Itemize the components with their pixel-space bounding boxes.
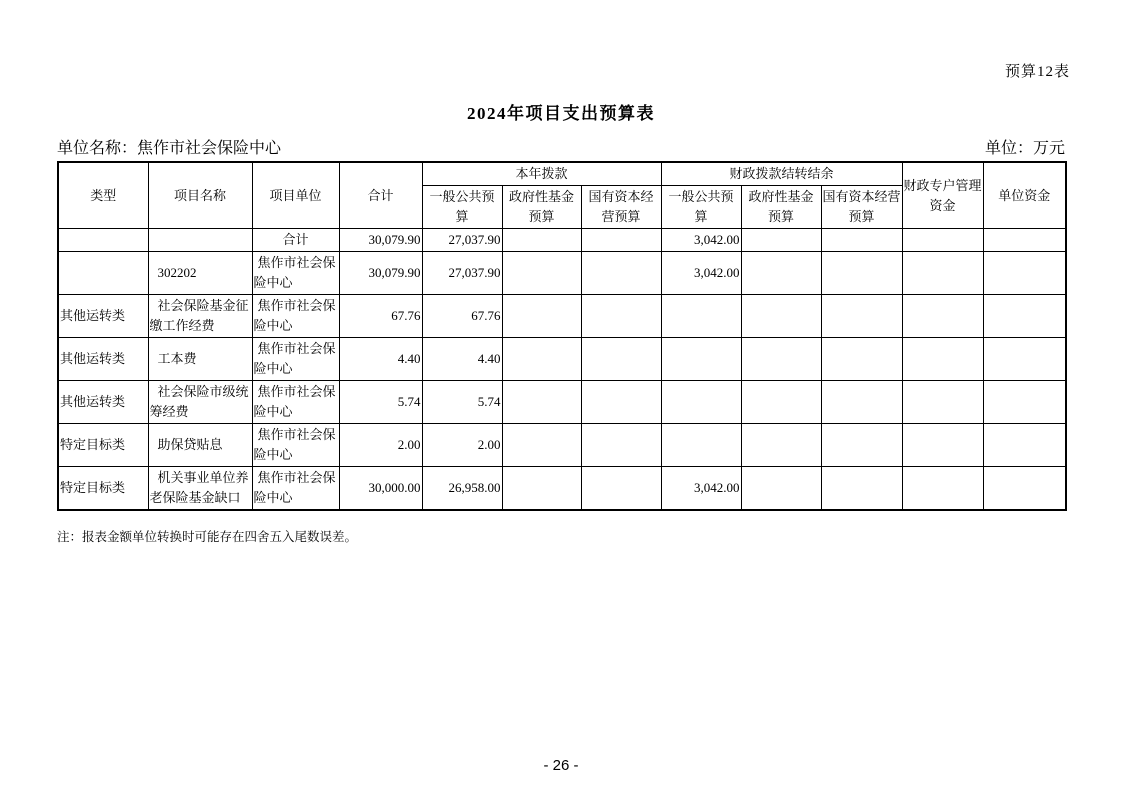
- cell-amount: [821, 424, 902, 467]
- col-header-project-unit: 项目单位: [252, 162, 339, 229]
- col-header-cy-state-capital-budget: 国有资本经营预算: [581, 186, 661, 229]
- cell-project-unit: 焦作市社会保险中心: [252, 381, 339, 424]
- cell-amount: 5.74: [339, 381, 422, 424]
- cell-type: 特定目标类: [58, 424, 148, 467]
- col-header-total: 合计: [339, 162, 422, 229]
- meta-row: [57, 135, 1065, 158]
- cell-amount: [581, 381, 661, 424]
- cell-type: 其他运转类: [58, 381, 148, 424]
- cell-amount: [983, 229, 1066, 252]
- cell-amount: [902, 295, 983, 338]
- table-row: [58, 252, 1066, 295]
- cell-project-name: 302202: [148, 252, 252, 295]
- cell-amount: [502, 381, 581, 424]
- cell-amount: [581, 252, 661, 295]
- cell-amount: [902, 252, 983, 295]
- cell-amount: [741, 229, 821, 252]
- footnote: 注：报表金额单位转换时可能存在四舍五入尾数误差。: [57, 530, 358, 544]
- cell-amount: 67.76: [422, 295, 502, 338]
- cell-amount: 26,958.00: [422, 467, 502, 511]
- cell-amount: [741, 424, 821, 467]
- cell-amount: [983, 252, 1066, 295]
- cell-amount: 4.40: [339, 338, 422, 381]
- cell-amount: [902, 381, 983, 424]
- col-header-project-name: 项目名称: [148, 162, 252, 229]
- cell-amount: [581, 338, 661, 381]
- cell-amount: [821, 229, 902, 252]
- col-header-special-account: 财政专户管理资金: [902, 162, 983, 229]
- cell-amount: [821, 338, 902, 381]
- cell-project-unit: 焦作市社会保险中心: [252, 252, 339, 295]
- corner-table-label: 预算12表: [1004, 64, 1070, 80]
- table-row: [58, 424, 1066, 467]
- col-header-co-gov-fund-budget: 政府性基金预算: [741, 186, 821, 229]
- cell-amount: [821, 252, 902, 295]
- cell-amount: [741, 467, 821, 511]
- cell-project-name: 助保贷贴息: [148, 424, 252, 467]
- page-number: - 26 -: [543, 757, 579, 774]
- cell-amount: [821, 381, 902, 424]
- cell-amount: [741, 338, 821, 381]
- col-group-current-year: 本年拨款: [422, 162, 661, 186]
- cell-amount: 2.00: [339, 424, 422, 467]
- cell-amount: [983, 467, 1066, 511]
- table-row: [58, 381, 1066, 424]
- page-title: 2024年项目支出预算表: [467, 104, 655, 123]
- col-header-unit-funds: 单位资金: [983, 162, 1066, 229]
- cell-amount: [581, 295, 661, 338]
- cell-amount: [502, 338, 581, 381]
- cell-amount: [502, 424, 581, 467]
- table-row: [58, 467, 1066, 511]
- cell-amount: [741, 295, 821, 338]
- unit-name-label: 单位名称：焦作市社会保险中心: [57, 140, 282, 157]
- cell-type: 其他运转类: [58, 295, 148, 338]
- cell-amount: [902, 229, 983, 252]
- cell-amount: [581, 229, 661, 252]
- cell-type: 特定目标类: [58, 467, 148, 511]
- cell-project-unit: 合计: [252, 229, 339, 252]
- cell-project-name: 社会保险基金征缴工作经费: [148, 295, 252, 338]
- budget-table: [57, 161, 1067, 511]
- col-header-type: 类型: [58, 162, 148, 229]
- cell-project-name: 机关事业单位养老保险基金缺口: [148, 467, 252, 511]
- col-header-co-state-capital-budget: 国有资本经营预算: [821, 186, 902, 229]
- cell-amount: 3,042.00: [661, 467, 741, 511]
- cell-amount: [581, 467, 661, 511]
- col-header-cy-gov-fund-budget: 政府性基金预算: [502, 186, 581, 229]
- cell-amount: 5.74: [422, 381, 502, 424]
- cell-amount: [741, 381, 821, 424]
- cell-amount: [902, 467, 983, 511]
- cell-amount: 27,037.90: [422, 229, 502, 252]
- cell-project-unit: 焦作市社会保险中心: [252, 467, 339, 511]
- col-group-carryover: 财政拨款结转结余: [661, 162, 902, 186]
- cell-amount: 30,000.00: [339, 467, 422, 511]
- cell-amount: [821, 467, 902, 511]
- cell-amount: [581, 424, 661, 467]
- cell-amount: [502, 229, 581, 252]
- cell-project-unit: 焦作市社会保险中心: [252, 295, 339, 338]
- cell-type: 其他运转类: [58, 338, 148, 381]
- cell-amount: [821, 295, 902, 338]
- cell-amount: [741, 252, 821, 295]
- cell-project-name: 工本费: [148, 338, 252, 381]
- cell-amount: 4.40: [422, 338, 502, 381]
- cell-amount: 2.00: [422, 424, 502, 467]
- cell-amount: [983, 295, 1066, 338]
- cell-amount: 67.76: [339, 295, 422, 338]
- table-row: [58, 338, 1066, 381]
- col-header-cy-general-budget: 一般公共预算: [422, 186, 502, 229]
- cell-project-name: [148, 229, 252, 252]
- cell-amount: [502, 467, 581, 511]
- cell-amount: [902, 338, 983, 381]
- cell-amount: [661, 381, 741, 424]
- table-body: [58, 229, 1066, 511]
- cell-amount: [983, 338, 1066, 381]
- cell-amount: [661, 295, 741, 338]
- cell-type: [58, 252, 148, 295]
- table-header: [58, 162, 1066, 229]
- table-row: [58, 229, 1066, 252]
- cell-project-name: 社会保险市级统筹经费: [148, 381, 252, 424]
- cell-amount: 27,037.90: [422, 252, 502, 295]
- cell-amount: 3,042.00: [661, 252, 741, 295]
- cell-amount: [902, 424, 983, 467]
- cell-amount: [661, 338, 741, 381]
- cell-project-unit: 焦作市社会保险中心: [252, 424, 339, 467]
- cell-type: [58, 229, 148, 252]
- cell-amount: 3,042.00: [661, 229, 741, 252]
- cell-amount: [502, 252, 581, 295]
- cell-amount: [983, 424, 1066, 467]
- table-row: [58, 295, 1066, 338]
- cell-amount: [661, 424, 741, 467]
- unit-of-measure-label: 单位：万元: [984, 140, 1065, 157]
- cell-amount: 30,079.90: [339, 252, 422, 295]
- cell-project-unit: 焦作市社会保险中心: [252, 338, 339, 381]
- cell-amount: [983, 381, 1066, 424]
- cell-amount: 30,079.90: [339, 229, 422, 252]
- cell-amount: [502, 295, 581, 338]
- col-header-co-general-budget: 一般公共预算: [661, 186, 741, 229]
- header-row-groups: [58, 162, 1066, 186]
